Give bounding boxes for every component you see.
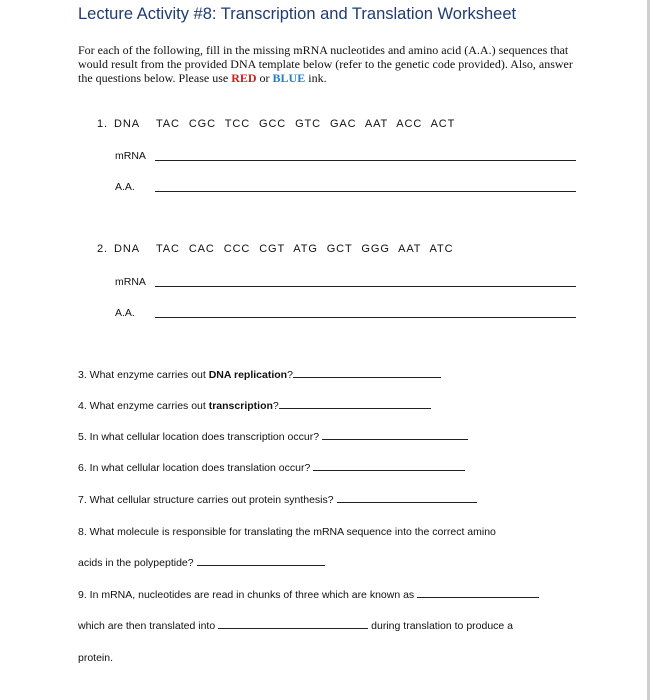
- problem-2-mrna-blank[interactable]: [155, 286, 576, 287]
- answer-blank[interactable]: [293, 376, 441, 378]
- problem-1-mrna-label: mRNA: [115, 150, 146, 162]
- blue-ink-word: BLUE: [272, 71, 306, 85]
- problem-1-dna-row: [97, 118, 455, 130]
- question-emphasis: transcription: [208, 400, 273, 412]
- question-text: ?: [272, 400, 279, 412]
- question-text: acids in the polypeptide?: [78, 557, 194, 569]
- problem-1-aa-blank[interactable]: [155, 191, 576, 192]
- problem-2-aa-blank[interactable]: [155, 317, 576, 318]
- question-6: [78, 462, 465, 474]
- answer-blank[interactable]: [337, 501, 477, 503]
- worksheet-title: Lecture Activity #8: Transcription and Translation Worksheet: [78, 5, 517, 23]
- problem-number: 2.: [97, 243, 108, 255]
- problem-number: 1.: [97, 118, 108, 130]
- instructions-or: or: [256, 71, 273, 85]
- answer-blank[interactable]: [218, 627, 368, 629]
- problem-2-mrna-label: mRNA: [115, 276, 146, 288]
- question-emphasis: DNA replication: [208, 369, 288, 381]
- question-3: [78, 369, 441, 381]
- question-text: during translation to produce a: [371, 620, 514, 632]
- question-7: [78, 494, 477, 506]
- question-text: 7. What cellular structure carries out protein synthesis?: [78, 494, 334, 506]
- question-text: 3. What enzyme carries out: [78, 369, 209, 381]
- question-text: which are then translated into: [78, 620, 216, 632]
- question-text: 9. In mRNA, nucleotides are read in chunks of three which are known as: [78, 589, 415, 601]
- answer-blank[interactable]: [322, 438, 468, 440]
- question-8-line-1: 8. What molecule is responsible for translating the mRNA sequence into the correct amino: [78, 526, 496, 538]
- problem-1-aa-label: A.A.: [115, 181, 135, 193]
- question-9-line-2: [78, 620, 513, 632]
- page-edge: [647, 0, 650, 700]
- problem-1-mrna-blank[interactable]: [155, 160, 576, 161]
- answer-blank[interactable]: [417, 596, 539, 598]
- instructions-end: ink.: [305, 71, 327, 85]
- answer-blank[interactable]: [313, 469, 465, 471]
- red-ink-word: RED: [231, 71, 257, 85]
- answer-blank[interactable]: [279, 407, 431, 409]
- dna-label: DNA: [114, 243, 140, 255]
- question-text: 6. In what cellular location does translation occur?: [78, 462, 311, 474]
- question-4: [78, 400, 431, 412]
- question-text: 5. In what cellular location does transcription occur?: [78, 431, 320, 443]
- answer-blank[interactable]: [197, 564, 325, 566]
- dna-sequence: TAC CGC TCC GCC GTC GAC AAT ACC ACT: [156, 118, 456, 130]
- question-text: ?: [287, 369, 293, 381]
- question-8-line-2: [78, 557, 325, 569]
- question-9-line-3: protein.: [78, 652, 114, 664]
- problem-2-aa-label: A.A.: [115, 307, 135, 319]
- problem-2-dna-row: [97, 243, 453, 255]
- question-5: [78, 431, 468, 443]
- dna-sequence: TAC CAC CCC CGT ATG GCT GGG AAT ATC: [156, 243, 454, 255]
- dna-label: DNA: [114, 118, 140, 130]
- question-9-line-1: [78, 589, 539, 601]
- instructions-text: For each of the following, fill in the missing mRNA nucleotides and amino acid (A.A.) sequences that would result from the provided DNA template below (refer to the genetic code provided). Also, answer the questions below. Please use: [78, 43, 573, 85]
- instructions-paragraph: [78, 43, 578, 85]
- question-text: 4. What enzyme carries out: [78, 400, 209, 412]
